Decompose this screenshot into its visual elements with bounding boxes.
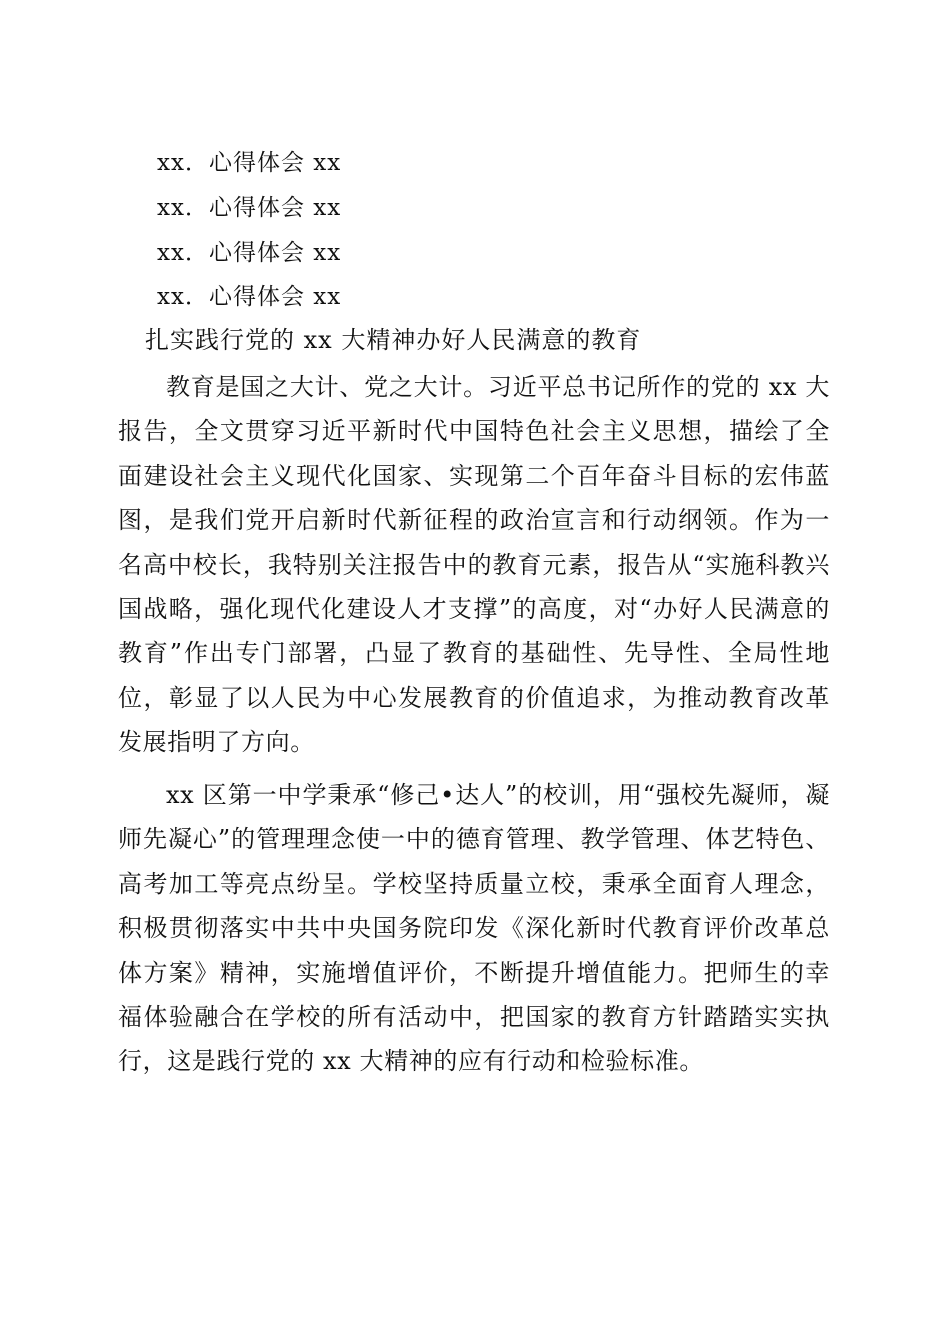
document-title: 扎实践行党的 xx 大精神办好人民满意的教育: [145, 326, 642, 354]
heading-line-3: xx．心得体会 xx: [157, 240, 342, 266]
heading-line-1: xx．心得体会 xx: [157, 150, 342, 176]
paragraph-1: 教育是国之大计、党之大计。习近平总书记所作的党的 xx 大报告，全文贯穿习近平新时代中国特色社会主义思想，描绘了全面建设社会主义现代化国家、实现第二个百年奋斗目标的宏伟蓝图，是我们党开启新时代新征程的政治宣言和行动纲领。作为一名高中校长，我特别关注报告中的教育元素，报告从“实施科教兴国战略，强化现代化建设人才支撑”的高度，对“办好人民满意的教育”作出专门部署，凸显了教育的基础性、先导性、全局性地位，彰显了以人民为中心发展教育的价值追求，为推动教育改革发展指明了方向。: [118, 373, 830, 757]
heading-line-2: xx．心得体会 xx: [157, 195, 342, 221]
heading-line-4: xx．心得体会 xx: [157, 284, 342, 310]
paragraph-2: xx 区第一中学秉承“修己•达人”的校训，用“强校先凝师，凝师先凝心”的管理理念使一中的德育管理、教学管理、体艺特色、高考加工等亮点纷呈。学校坚持质量立校，秉承全面育人理念，积极贯彻落实中共中央国务院印发《深化新时代教育评价改革总体方案》精神，实施增值评价，不断提升增值能力。把师生的幸福体验融合在学校的所有活动中，把国家的教育方针踏踏实实执行，这是践行党的 xx 大精神的应有行动和检验标准。: [118, 781, 830, 1076]
